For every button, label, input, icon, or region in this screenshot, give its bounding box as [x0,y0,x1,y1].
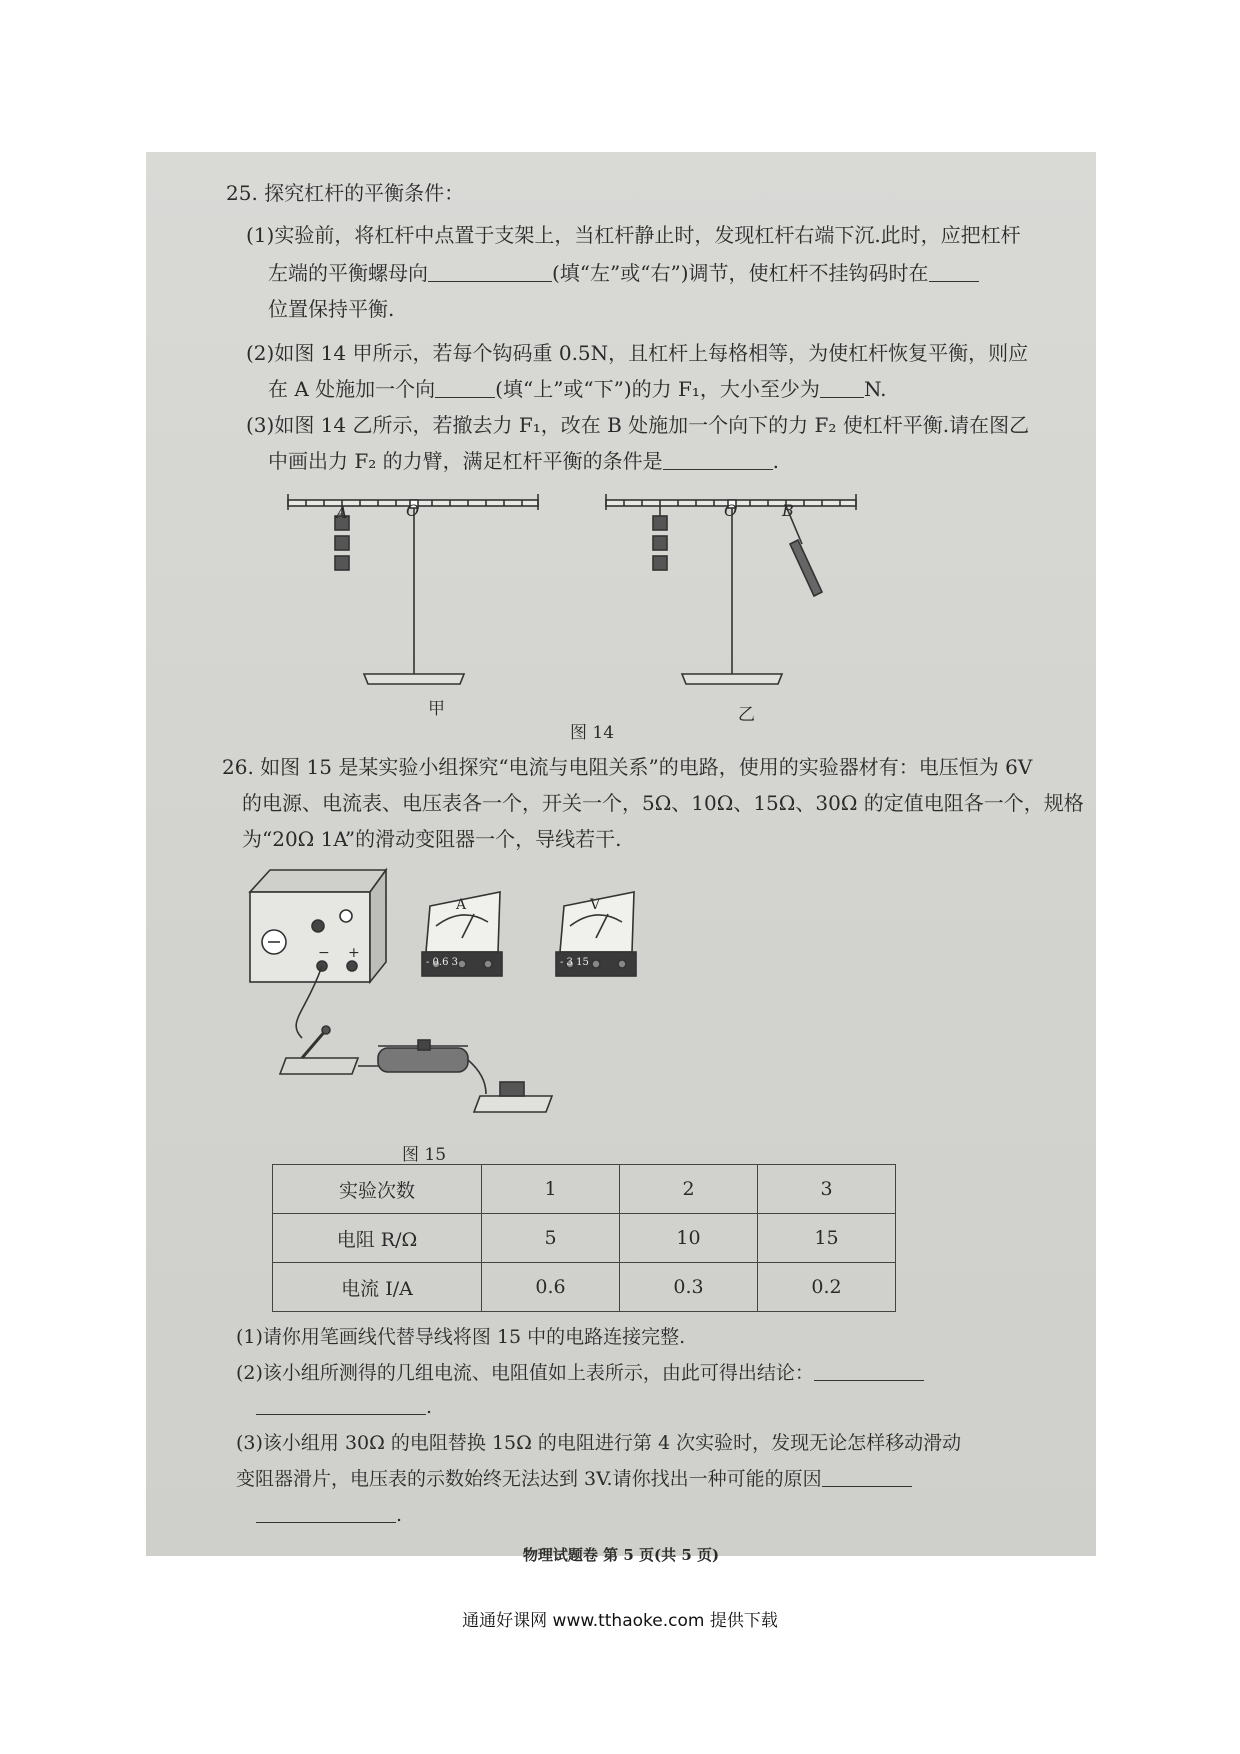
hook-weight-left-2 [335,536,349,550]
answer-blank-direction[interactable] [428,263,552,282]
ammeter-symbol: A [456,897,467,913]
answer-blank-position[interactable] [929,263,979,282]
table-cell: 15 [758,1214,896,1263]
pivot-o-label-right: O [724,501,738,520]
spring-scale [790,540,822,596]
q25-title: 25. 探究杠杆的平衡条件： [226,181,465,205]
q26-sub3-text-b: 变阻器滑片，电压表的示数始终无法达到 3V.请你找出一种可能的原因 [236,1468,822,1490]
table-cell: 0.3 [620,1263,758,1312]
subfigure-label-right: 乙 [738,705,755,725]
page-footer: 物理试题卷 第 5 页(共 5 页) [522,1546,720,1564]
q25-part2-line1: (2)如图 14 甲所示，若每个钩码重 0.5N，且杠杆上每格相等，为使杠杆恢复平衡，则应 [246,341,1029,365]
table-row [273,1165,896,1214]
table-row-header: 电流 I/A [273,1263,482,1312]
q25-part1-text-a: 左端的平衡螺母向 [268,261,428,285]
q26-sub2-line1 [236,1358,924,1388]
answer-blank-conclusion-a[interactable] [814,1362,924,1381]
q25-part1-line1: (1)实验前，将杠杆中点置于支架上，当杠杆静止时，发现杠杆右端下沉.此时，应把杠杆 [246,223,1021,247]
q26-sub2-text: (2)该小组所测得的几组电流、电阻值如上表所示，由此可得出结论： [236,1362,814,1384]
q26-intro-line1: 26. 如图 15 是某实验小组探究“电流与电阻关系”的电路，使用的实验器材有：电压恒为 6V [222,755,1033,779]
figure-15-caption: 图 15 [402,1145,447,1165]
q25-part1-line2 [268,258,979,288]
site-footer: 通通好课网 www.tthaoke.com 提供下载 [462,1611,778,1631]
hook-weight-right-2 [653,536,667,550]
exam-photo [146,152,1096,1564]
point-a-label: A [336,503,348,522]
q26-sub3-line1 [236,1428,961,1458]
table-row-header: 电阻 R/Ω [273,1214,482,1263]
answer-blank-reason-a[interactable] [822,1468,912,1487]
table-cell: 10 [620,1214,758,1263]
q26-intro-line2: 的电源、电流表、电压表各一个，开关一个，5Ω、10Ω、15Ω、30Ω 的定值电阻各一个，规格 [242,791,1084,815]
q25-part2-text-b: (填“上”或“下”)的力 F₁，大小至少为 [495,377,820,401]
q26-intro-line3: 为“20Ω 1A”的滑动变阻器一个，导线若干. [242,827,622,851]
table-row-header: 实验次数 [273,1165,482,1214]
q25-part1-text-b: (填“左”或“右”)调节，使杠杆不挂钩码时在 [552,261,929,285]
stand-base-left [364,674,464,684]
ammeter-terminal-labels: - 0.6 3 [426,957,459,968]
q26-sub3-line3: . [256,1500,402,1530]
table-cell: 5 [482,1214,620,1263]
answer-blank-reason-b[interactable] [256,1504,396,1523]
table-cell: 0.6 [482,1263,620,1312]
point-b-label: B [782,501,794,520]
table-row [273,1263,896,1312]
q26-sub3-text-a: (3)该小组用 30Ω 的电阻替换 15Ω 的电阻进行第 4 次实验时，发现无论怎样移动滑动 [236,1432,962,1454]
q25-part3-text-b: . [772,449,779,473]
q25-part3-line1: (3)如图 14 乙所示，若撤去力 F₁，改在 B 处施加一个向下的力 F₂ 使杠杆平衡.请在图乙 [246,413,1030,437]
table-cell: 1 [482,1165,620,1214]
q26-sub1: (1)请你用笔画线代替导线将图 15 中的电路连接完整. [236,1326,686,1348]
data-table [272,1164,896,1312]
figure-14-caption: 图 14 [570,723,615,743]
power-plus-label: + [348,945,360,961]
figure-14-lever-diagrams [286,482,986,712]
fixed-resistor [474,1096,552,1112]
table-cell: 2 [620,1165,758,1214]
exam-page [146,152,1096,1564]
voltmeter-terminal-labels: - 3 15 [560,957,589,968]
pivot-o-label-left: O [406,501,420,520]
q25-part3-line2 [268,446,779,476]
hook-weight-left-3 [335,556,349,570]
hook-weight-right-3 [653,556,667,570]
hook-weight-right-1 [653,516,667,530]
q25-part3-text-a: 中画出力 F₂ 的力臂，满足杠杆平衡的条件是 [268,449,663,473]
q25-part2-line2 [268,374,887,404]
voltmeter-symbol: V [590,897,601,913]
q25-part1-line3: 位置保持平衡. [268,297,395,321]
q26-sub3-line2 [236,1464,912,1494]
figure-15-circuit-devices [246,862,806,1122]
subfigure-label-left: 甲 [428,699,445,719]
q26-sub2-line2: . [256,1392,432,1422]
q25-part2-text-a: 在 A 处施加一个向 [268,377,436,401]
switch [280,1058,358,1074]
answer-blank-force-direction[interactable] [435,379,495,398]
sliding-rheostat [378,1048,468,1072]
answer-blank-force-size[interactable] [820,379,864,398]
stand-base-right [682,674,782,684]
table-cell: 0.2 [758,1263,896,1312]
q25-part2-text-c: N. [863,377,887,401]
power-minus-label: − [318,945,330,961]
answer-blank-condition[interactable] [663,451,773,470]
table-row [273,1214,896,1263]
table-cell: 3 [758,1165,896,1214]
answer-blank-conclusion-b[interactable] [256,1396,426,1415]
